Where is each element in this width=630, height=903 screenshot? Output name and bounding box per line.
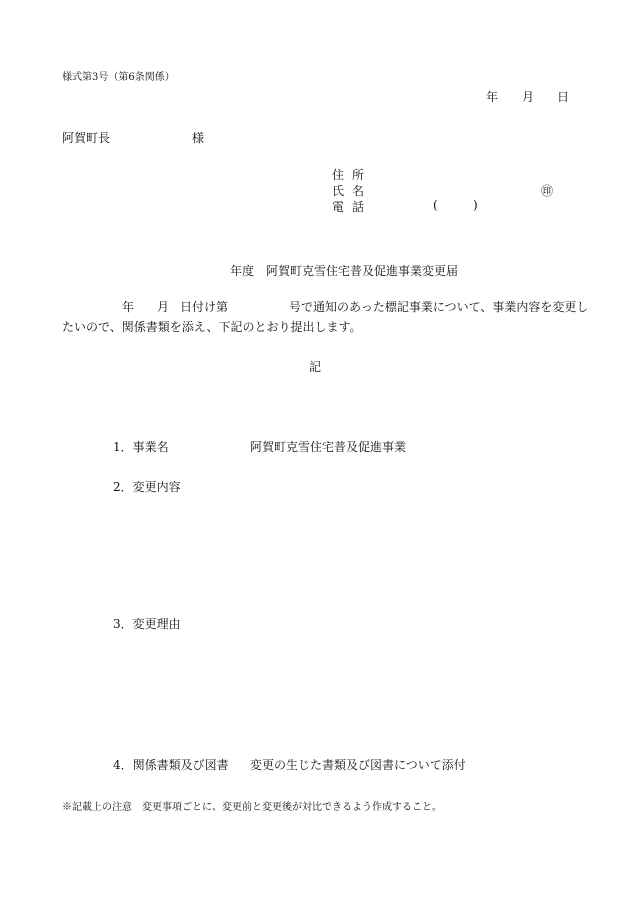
addressee-name: 阿賀町長 <box>62 131 111 145</box>
document-title: 年度 阿賀町克雪住宅普及促進事業変更届 <box>230 264 459 278</box>
body-year: 年 <box>122 300 135 314</box>
item-3-label: 3．変更理由 <box>113 617 181 631</box>
date-day-label: 日 <box>557 90 570 104</box>
body-month: 月 <box>157 300 170 314</box>
address-label: 住所 <box>332 168 373 182</box>
footnote: ※記載上の注意 変更事項ごとに、変更前と変更後が対比できるよう作成すること。 <box>62 802 442 813</box>
item-4-label: 4．関係書類及び図書 <box>113 758 229 772</box>
name-label: 氏名 <box>332 184 373 198</box>
phone-open-paren: ( <box>433 198 438 212</box>
addressee-honorific: 様 <box>192 131 205 145</box>
body-day-clause: 日付け第 <box>180 300 229 314</box>
date-month-label: 月 <box>522 90 535 104</box>
seal-mark: ㊞ <box>541 184 554 198</box>
item-4-value: 変更の生じた書類及び図書について添付 <box>250 758 466 772</box>
ki-heading: 記 <box>309 360 322 374</box>
item-1-value: 阿賀町克雪住宅普及促進事業 <box>250 440 407 454</box>
body-line1-rest: 号で通知のあった標記事業について、事業内容を変更し <box>289 300 589 314</box>
body-line2: たいので、関係書類を添え、下記のとおり提出します。 <box>62 320 362 334</box>
form-number: 様式第3号（第6条関係） <box>62 72 175 83</box>
phone-label: 電話 <box>332 200 373 214</box>
item-2-label: 2．変更内容 <box>113 480 181 494</box>
phone-close-paren: ) <box>473 198 478 212</box>
date-year-label: 年 <box>486 90 499 104</box>
item-1-label: 1．事業名 <box>113 440 169 454</box>
